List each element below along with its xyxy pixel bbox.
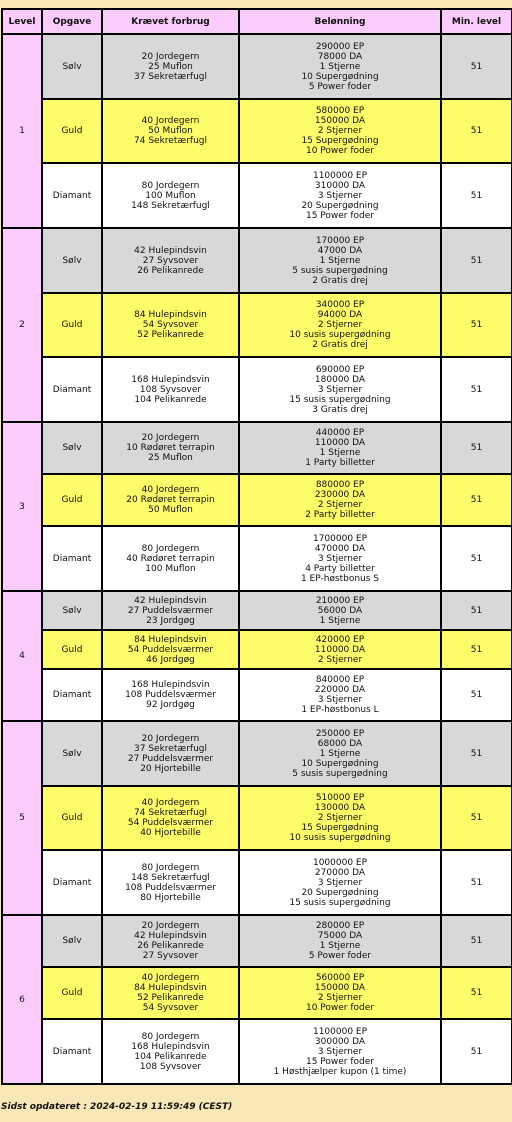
- belonning-item: 510000 EP: [315, 793, 365, 803]
- min-level-cell: 51: [441, 1019, 512, 1084]
- last-updated-text: Sidst opdateret : 2024-02-19 11:59:49 (CEST): [1, 1102, 233, 1112]
- belonning-item: 220000 DA: [314, 685, 366, 695]
- belonning-item: 300000 DA: [314, 1036, 366, 1047]
- belonning-item: 5 Power foder: [308, 951, 372, 961]
- belonning-item: 15 susis supergødning: [289, 897, 391, 908]
- level-cell: 6: [2, 915, 42, 1084]
- forbrug-item: 108 Puddelsværmer: [125, 690, 216, 700]
- forbrug-item: 27 Puddelsværmer: [127, 753, 214, 764]
- opgave-cell: Sølv: [42, 591, 102, 630]
- belonning-item: 2 Stjerner: [317, 320, 363, 330]
- forbrug-cell: [102, 34, 239, 99]
- belonning-item: 10 Power foder: [305, 1003, 374, 1013]
- belonning-item: 1 Høsthjælper kupon (1 time): [273, 1066, 407, 1077]
- forbrug-item: 20 Jordegern: [141, 433, 200, 443]
- forbrug-cell: [102, 669, 239, 721]
- forbrug-item: 148 Sekretærfugl: [131, 872, 210, 883]
- header-level: Level: [2, 9, 42, 34]
- belonning-item: 5 susis supergødning: [292, 265, 388, 276]
- min-level-cell: 51: [441, 474, 512, 526]
- opgave-cell: Guld: [42, 630, 102, 669]
- forbrug-item: 27 Syvsover: [142, 951, 199, 961]
- level-cell: 5: [2, 721, 42, 915]
- belonning-cell: [239, 1019, 441, 1084]
- header-opgave: Opgave: [42, 9, 102, 34]
- forbrug-item: 92 Jordgøg: [146, 700, 195, 710]
- belonning-item: 1 EP-høstbonus L: [301, 705, 379, 715]
- belonning-cell: [239, 915, 441, 967]
- forbrug-cell: [102, 591, 239, 630]
- belonning-item: 78000 DA: [317, 51, 363, 62]
- min-level-cell: 51: [441, 293, 512, 357]
- belonning-item: 170000 EP: [315, 235, 365, 246]
- forbrug-item: 100 Muflon: [145, 563, 196, 574]
- belonning-item: 310000 DA: [314, 180, 366, 191]
- belonning-item: 3 Stjerner: [317, 553, 363, 564]
- forbrug-item: 84 Hulepindsvin: [134, 983, 207, 993]
- min-level-cell: 51: [441, 591, 512, 630]
- belonning-item: 440000 EP: [315, 428, 365, 438]
- belonning-cell: [239, 422, 441, 474]
- level-cell: 3: [2, 422, 42, 591]
- forbrug-item: 42 Hulepindsvin: [134, 245, 207, 256]
- level-cell: 2: [2, 228, 42, 422]
- belonning-item: 10 susis supergødning: [289, 833, 391, 843]
- belonning-item: 470000 DA: [314, 543, 366, 554]
- forbrug-item: 20 Rødøret terrapin: [126, 495, 215, 505]
- min-level-cell: 51: [441, 967, 512, 1019]
- belonning-cell: [239, 786, 441, 850]
- forbrug-item: 54 Puddelsværmer: [127, 644, 214, 655]
- belonning-cell: [239, 967, 441, 1019]
- table-row: [2, 591, 512, 630]
- belonning-item: 1 Party billetter: [305, 458, 375, 468]
- belonning-item: 10 Supergødning: [301, 71, 379, 82]
- forbrug-cell: [102, 1019, 239, 1084]
- forbrug-item: 80 Jordegern: [141, 180, 200, 191]
- forbrug-cell: [102, 630, 239, 669]
- belonning-item: 1 Stjerne: [319, 941, 361, 951]
- forbrug-item: 40 Jordegern: [141, 485, 200, 495]
- opgave-cell: Sølv: [42, 228, 102, 293]
- opgave-cell: Sølv: [42, 721, 102, 786]
- opgave-cell: Diamant: [42, 669, 102, 721]
- forbrug-item: 74 Sekretærfugl: [134, 136, 207, 146]
- forbrug-item: 20 Jordegern: [141, 921, 200, 931]
- forbrug-item: 54 Syvsover: [142, 320, 199, 330]
- table-row: [2, 786, 512, 850]
- belonning-item: 56000 DA: [317, 605, 363, 616]
- belonning-item: 580000 EP: [315, 106, 365, 116]
- belonning-item: 1 EP-høstbonus S: [300, 573, 380, 584]
- forbrug-item: 108 Puddelsværmer: [125, 882, 216, 893]
- belonning-item: 130000 DA: [314, 803, 366, 813]
- belonning-item: 2 Gratis drej: [312, 275, 368, 286]
- forbrug-cell: [102, 721, 239, 786]
- forbrug-item: 40 Jordegern: [141, 798, 200, 808]
- forbrug-item: 27 Syvsover: [142, 255, 199, 266]
- opgave-cell: Diamant: [42, 1019, 102, 1084]
- belonning-cell: [239, 630, 441, 669]
- forbrug-cell: [102, 967, 239, 1019]
- opgave-cell: Sølv: [42, 915, 102, 967]
- belonning-item: 15 susis supergødning: [289, 394, 391, 405]
- opgave-cell: Diamant: [42, 357, 102, 422]
- belonning-item: 5 susis supergødning: [292, 768, 388, 779]
- belonning-cell: [239, 526, 441, 591]
- belonning-cell: [239, 99, 441, 163]
- table-row: [2, 850, 512, 915]
- forbrug-item: 80 Jordegern: [141, 543, 200, 554]
- forbrug-cell: [102, 422, 239, 474]
- belonning-item: 4 Party billetter: [305, 563, 375, 574]
- belonning-item: 15 Power foder: [305, 210, 374, 221]
- min-level-cell: 51: [441, 669, 512, 721]
- belonning-item: 10 Power foder: [305, 146, 374, 156]
- forbrug-cell: [102, 163, 239, 228]
- table-row: [2, 1019, 512, 1084]
- belonning-item: 250000 EP: [315, 728, 365, 739]
- opgave-cell: Guld: [42, 786, 102, 850]
- opgave-cell: Guld: [42, 967, 102, 1019]
- min-level-cell: 51: [441, 99, 512, 163]
- belonning-item: 3 Gratis drej: [312, 404, 368, 415]
- header-forbrug: Krævet forbrug: [102, 9, 239, 34]
- belonning-item: 340000 EP: [315, 300, 365, 310]
- forbrug-item: 37 Sekretærfugl: [134, 743, 207, 754]
- opgave-cell: Diamant: [42, 526, 102, 591]
- belonning-item: 3 Stjerner: [317, 695, 363, 705]
- opgave-cell: Diamant: [42, 163, 102, 228]
- min-level-cell: 51: [441, 422, 512, 474]
- forbrug-item: 80 Hjortebille: [140, 892, 201, 903]
- belonning-item: 210000 EP: [315, 595, 365, 606]
- level-cell: 4: [2, 591, 42, 721]
- opgave-cell: Sølv: [42, 34, 102, 99]
- belonning-item: 2 Stjerner: [317, 813, 363, 823]
- forbrug-item: 46 Jordgøg: [146, 654, 195, 665]
- belonning-item: 420000 EP: [315, 634, 365, 645]
- belonning-item: 20 Supergødning: [301, 887, 379, 898]
- rewards-table: [1, 8, 512, 1085]
- min-level-cell: 51: [441, 915, 512, 967]
- forbrug-item: 104 Pelikanrede: [134, 1051, 207, 1062]
- forbrug-cell: [102, 228, 239, 293]
- belonning-cell: [239, 293, 441, 357]
- belonning-item: 5 Power foder: [308, 81, 372, 92]
- belonning-item: 1000000 EP: [312, 857, 368, 868]
- belonning-item: 1 Stjerne: [319, 748, 361, 759]
- forbrug-item: 168 Hulepindsvin: [131, 374, 210, 385]
- forbrug-item: 100 Muflon: [145, 190, 196, 201]
- min-level-cell: 51: [441, 34, 512, 99]
- forbrug-item: 50 Muflon: [148, 126, 193, 136]
- min-level-cell: 51: [441, 630, 512, 669]
- forbrug-item: 54 Syvsover: [142, 1003, 199, 1013]
- belonning-item: 110000 DA: [314, 438, 366, 448]
- table-row: [2, 915, 512, 967]
- forbrug-cell: [102, 786, 239, 850]
- min-level-cell: 51: [441, 786, 512, 850]
- forbrug-item: 37 Sekretærfugl: [134, 71, 207, 82]
- forbrug-item: 23 Jordgøg: [146, 615, 195, 626]
- belonning-item: 2 Stjerner: [317, 500, 363, 510]
- forbrug-item: 40 Rødøret terrapin: [126, 553, 215, 564]
- belonning-item: 1100000 EP: [312, 170, 368, 181]
- forbrug-cell: [102, 293, 239, 357]
- forbrug-item: 108 Syvsover: [139, 384, 202, 395]
- belonning-cell: [239, 228, 441, 293]
- opgave-cell: Guld: [42, 293, 102, 357]
- table-row: [2, 357, 512, 422]
- forbrug-item: 80 Jordegern: [141, 862, 200, 873]
- belonning-item: 94000 DA: [317, 310, 363, 320]
- belonning-item: 150000 DA: [314, 116, 366, 126]
- forbrug-item: 84 Hulepindsvin: [134, 634, 207, 645]
- forbrug-cell: [102, 915, 239, 967]
- forbrug-item: 84 Hulepindsvin: [134, 310, 207, 320]
- forbrug-item: 20 Jordegern: [141, 733, 200, 744]
- min-level-cell: 51: [441, 228, 512, 293]
- belonning-item: 47000 DA: [317, 245, 363, 256]
- forbrug-item: 26 Pelikanrede: [137, 265, 204, 276]
- forbrug-item: 52 Pelikanrede: [137, 330, 204, 340]
- belonning-item: 15 Supergødning: [301, 136, 379, 146]
- forbrug-cell: [102, 526, 239, 591]
- table-row: [2, 228, 512, 293]
- min-level-cell: 51: [441, 526, 512, 591]
- header-min-level: Min. level: [441, 9, 512, 34]
- table-row: [2, 669, 512, 721]
- table-row: [2, 526, 512, 591]
- forbrug-item: 20 Jordegern: [141, 51, 200, 62]
- belonning-item: 15 Supergødning: [301, 823, 379, 833]
- belonning-cell: [239, 163, 441, 228]
- header-belonning: Belønning: [239, 9, 441, 34]
- forbrug-item: 168 Hulepindsvin: [131, 680, 210, 690]
- forbrug-item: 40 Jordegern: [141, 973, 200, 983]
- min-level-cell: 51: [441, 163, 512, 228]
- belonning-item: 1 Stjerne: [319, 61, 361, 72]
- belonning-item: 180000 DA: [314, 374, 366, 385]
- table-row: [2, 293, 512, 357]
- forbrug-item: 148 Sekretærfugl: [131, 200, 210, 211]
- belonning-cell: [239, 591, 441, 630]
- forbrug-item: 104 Pelikanrede: [134, 394, 207, 405]
- belonning-item: 2 Stjerner: [317, 126, 363, 136]
- belonning-item: 560000 EP: [315, 973, 365, 983]
- belonning-item: 20 Supergødning: [301, 200, 379, 211]
- forbrug-item: 74 Sekretærfugl: [134, 808, 207, 818]
- min-level-cell: 51: [441, 721, 512, 786]
- belonning-item: 1 Stjerne: [319, 255, 361, 266]
- table-row: [2, 474, 512, 526]
- forbrug-item: 168 Hulepindsvin: [131, 1041, 210, 1052]
- belonning-item: 3 Stjerner: [317, 190, 363, 201]
- forbrug-item: 50 Muflon: [148, 505, 193, 515]
- forbrug-item: 42 Hulepindsvin: [134, 595, 207, 606]
- table-row: [2, 721, 512, 786]
- forbrug-item: 40 Hjortebille: [140, 828, 201, 838]
- belonning-item: 10 susis supergødning: [289, 330, 391, 340]
- level-cell: 1: [2, 34, 42, 228]
- belonning-item: 10 Supergødning: [301, 758, 379, 769]
- opgave-cell: Diamant: [42, 850, 102, 915]
- belonning-cell: [239, 850, 441, 915]
- belonning-item: 2 Stjerner: [317, 993, 363, 1003]
- belonning-item: 2 Stjerner: [317, 654, 363, 665]
- belonning-item: 15 Power foder: [305, 1056, 374, 1067]
- belonning-cell: [239, 357, 441, 422]
- table-row: [2, 630, 512, 669]
- belonning-item: 1 Stjerne: [319, 448, 361, 458]
- forbrug-item: 25 Muflon: [148, 61, 193, 72]
- belonning-item: 880000 EP: [315, 480, 365, 490]
- forbrug-item: 80 Jordegern: [141, 1031, 200, 1042]
- table-row: [2, 163, 512, 228]
- belonning-item: 1700000 EP: [312, 533, 368, 544]
- forbrug-item: 108 Syvsover: [139, 1061, 202, 1072]
- min-level-cell: 51: [441, 850, 512, 915]
- forbrug-item: 42 Hulepindsvin: [134, 931, 207, 941]
- belonning-cell: [239, 34, 441, 99]
- forbrug-item: 20 Hjortebille: [140, 763, 201, 774]
- belonning-item: 110000 DA: [314, 644, 366, 655]
- table-row: [2, 34, 512, 99]
- belonning-item: 150000 DA: [314, 983, 366, 993]
- forbrug-item: 25 Muflon: [148, 453, 193, 463]
- forbrug-item: 54 Puddelsværmer: [127, 818, 214, 828]
- table-row: [2, 422, 512, 474]
- forbrug-cell: [102, 474, 239, 526]
- header-row: [2, 9, 512, 34]
- table-row: [2, 99, 512, 163]
- forbrug-item: 27 Puddelsværmer: [127, 605, 214, 616]
- belonning-item: 290000 EP: [315, 41, 365, 52]
- forbrug-cell: [102, 357, 239, 422]
- belonning-cell: [239, 669, 441, 721]
- belonning-item: 3 Stjerner: [317, 877, 363, 888]
- belonning-item: 2 Party billetter: [305, 510, 375, 520]
- belonning-item: 3 Stjerner: [317, 1046, 363, 1057]
- belonning-item: 68000 DA: [317, 738, 363, 749]
- belonning-item: 840000 EP: [315, 675, 365, 685]
- belonning-cell: [239, 474, 441, 526]
- belonning-item: 230000 DA: [314, 490, 366, 500]
- forbrug-cell: [102, 850, 239, 915]
- forbrug-cell: [102, 99, 239, 163]
- opgave-cell: Guld: [42, 99, 102, 163]
- belonning-cell: [239, 721, 441, 786]
- table-body: [2, 34, 512, 1084]
- belonning-item: 690000 EP: [315, 364, 365, 375]
- belonning-item: 270000 DA: [314, 867, 366, 878]
- forbrug-item: 52 Pelikanrede: [137, 993, 204, 1003]
- belonning-item: 280000 EP: [315, 921, 365, 931]
- forbrug-item: 40 Jordegern: [141, 116, 200, 126]
- forbrug-item: 10 Rødøret terrapin: [126, 443, 215, 453]
- forbrug-item: 26 Pelikanrede: [137, 941, 204, 951]
- opgave-cell: Guld: [42, 474, 102, 526]
- belonning-item: 75000 DA: [317, 931, 363, 941]
- belonning-item: 3 Stjerner: [317, 384, 363, 395]
- table-row: [2, 967, 512, 1019]
- belonning-item: 1100000 EP: [312, 1026, 368, 1037]
- belonning-item: 2 Gratis drej: [312, 340, 368, 350]
- belonning-item: 1 Stjerne: [319, 615, 361, 626]
- min-level-cell: 51: [441, 357, 512, 422]
- opgave-cell: Sølv: [42, 422, 102, 474]
